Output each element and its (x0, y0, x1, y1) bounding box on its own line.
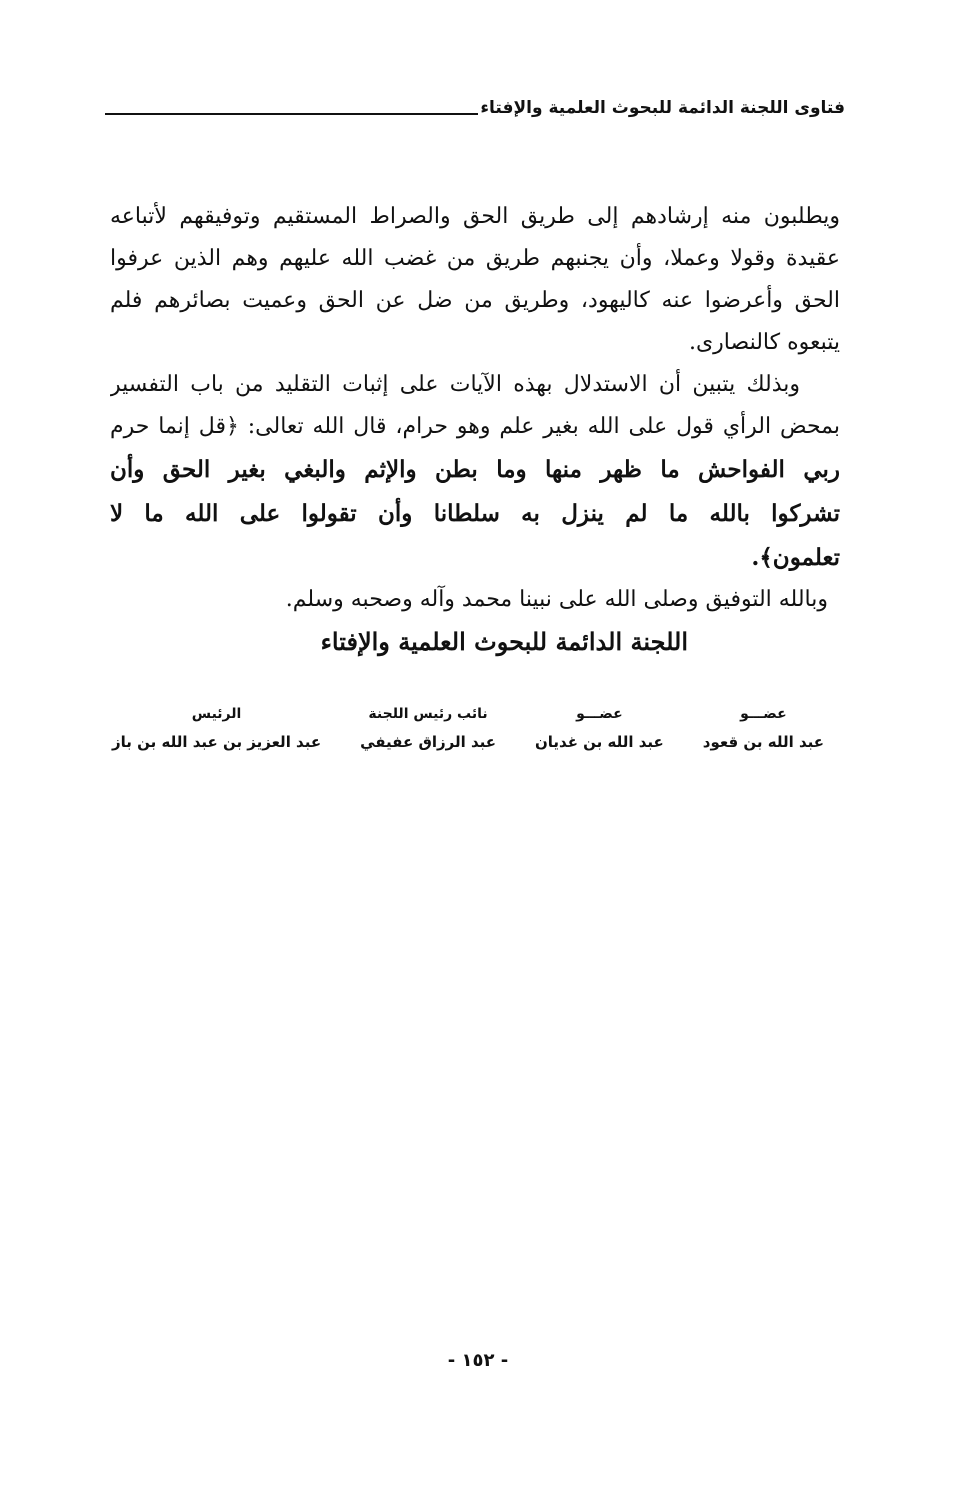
signature-member-1 (703, 700, 824, 756)
header-rule (105, 113, 478, 115)
signature-chairman (112, 700, 321, 756)
body-line: يتبعوه كالنصارى. (688, 330, 840, 355)
signature-role: نائب رئيس اللجنة (368, 706, 488, 722)
running-header (105, 88, 845, 118)
quran-verse-line: ربي الفواحش ما ظهر منها وما بطن والإثم والبغي بغير الحق وأن (110, 456, 840, 483)
body-line: عقيدة وقولا وعملا، وأن يجنبهم طريق من غضب الله عليهم وهم الذين عرفوا (110, 246, 840, 271)
signature-vice-chairman (360, 700, 496, 756)
signature-name: عبد الله بن قعود (702, 733, 824, 751)
signature-name: عبد الله بن غديان (534, 733, 664, 751)
closing-blessing: وبالله التوفيق وصلى الله على نبينا محمد وآله وصحبه وسلم. (285, 587, 828, 612)
signature-role: الرئيس (191, 706, 242, 722)
header-title: فتاوى اللجنة الدائمة للبحوث العلمية والإفتاء (480, 98, 845, 118)
body-line: الحق وأعرضوا عنه كاليهود، وطريق من ضل عن الحق وعميت بصائرهم فلم (110, 288, 840, 313)
body-line: وبذلك يتبين أن الاستدلال بهذه الآيات على إثبات التقليد من باب التفسير (110, 372, 800, 397)
signature-name: عبد العزيز بن عبد الله بن باز (112, 733, 322, 751)
signatures-row (112, 700, 824, 756)
signature-member-2 (535, 700, 664, 756)
closing-block (110, 580, 828, 664)
committee-name: اللجنة الدائمة للبحوث العلمية والإفتاء (320, 627, 688, 656)
body-line: بمحض الرأي قول على الله بغير علم وهو حرام، قال الله تعالى: ﴿قل إنما حرم (110, 414, 840, 439)
body-line: ويطلبون منه إرشادهم إلى طريق الحق والصراط المستقيم وتوفيقهم لأتباعه (110, 204, 840, 229)
fatwa-body (110, 196, 840, 580)
signature-role: عضـــو (740, 706, 787, 722)
signature-name: عبد الرزاق عفيفي (360, 733, 496, 751)
page-number: - ١٥٢ - (447, 1350, 509, 1371)
quran-verse-line: تشركوا بالله ما لم ينزل به سلطانا وأن تقولوا على الله ما لا (110, 500, 840, 527)
quran-verse-line: تعلمون﴾. (751, 544, 840, 571)
signature-role: عضـــو (576, 706, 623, 722)
